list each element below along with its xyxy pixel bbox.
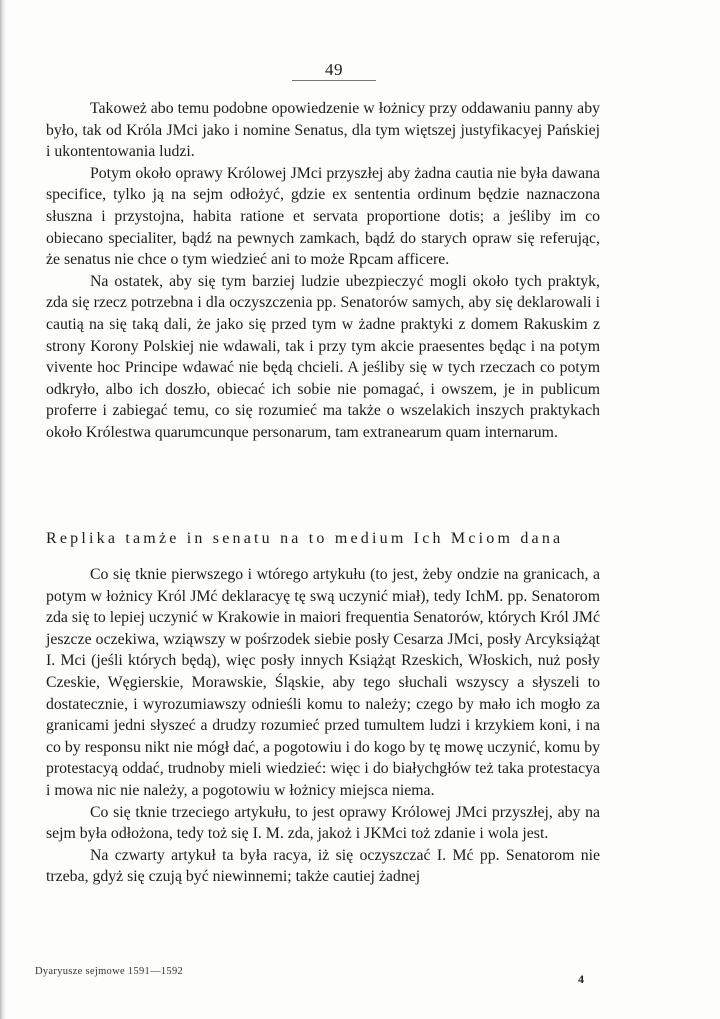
page-number-rule bbox=[292, 80, 376, 81]
footer-signature-mark: 4 bbox=[578, 972, 584, 986]
body-text-block-2 bbox=[46, 564, 600, 888]
section-heading: Replika tamże in senatu na to medium Ich Mciom dana bbox=[46, 530, 564, 547]
paragraph: Na ostatek, aby się tym barziej ludzie ubezpieczyć mogli około tych praktyk, zda się rzecz potrzebna i dla oczyszczenia pp. Senatorów samych, aby się deklarowali i cautią na się taką dali, że jako się przed tym w żadne praktyki z domem Rakuskim z strony Korony Polskiej nie wdawali, tak i przy tym akcie praesentes będąc i na potym vivente hoc Principe wdawać nie będą chcieli. A jeśliby się w tych rzeczach co potym odkryło, albo ich doszło, obiecać ich sobie nie pomagać, i owszem, je in publicum proferre i zabiegać temu, co się rozumieć ma także o wszelakich inszych praktykach około Królestwa quarumcunque personarum, tam extranearum quam internarum. bbox=[46, 272, 600, 441]
scan-edge-shadow bbox=[0, 0, 6, 1019]
paragraph: Co się tknie pierwszego i wtórego artykułu (to jest, żeby ondzie na granicach, a potym w łożnicy Król JMć deklaracyę tę swą uczynić miał), tedy IchM. pp. Senatorom zda się to lepiej uczynić w Krakowie in maiori frequentia Senatorów, których Król JMć jeszcze oczekiwa, wziąwszy w pośrzodek siebie posły Cesarza JMci, posły Arcyksiążąt I. Mci (jeśli których będą), więc posły innych Książąt Rzeskich, Włoskich, nuż posły Czeskie, Węgierskie, Morawskie, Śląskie, aby tego słuchali wszyscy a słyszeli to dostatecznie, i wyrozumiawszy odnieśli komu to należy; czego by mało ich mogło za granicami jedni słyszeć a drudzy rozumieć przed tumultem ludzi i krzykiem koni, i na co by responsu nikt nie mógł dać, a pogotowiu i do kogo by tę mowę uczynić, komu by protestacyą oddać, trudnoby mieli wiedzieć: więc i do białychgłów też taka protestacya i mowa nic nie należy, a pogotowiu w łożnicy miejsca niema. bbox=[46, 566, 600, 799]
page-number: 49 bbox=[325, 60, 343, 79]
paragraph: Co się tknie trzeciego artykułu, to jest oprawy Królowej JMci przyszłej, aby na sejm była odłożona, tedy toż się I. M. zda, jakoż i JKMci toż zdanie i wola jest. bbox=[46, 803, 600, 843]
footer-signature: Dyaryusze sejmowe 1591—1592 bbox=[35, 966, 184, 977]
paragraph: Takoweż abo temu podobne opowiedzenie w łożnicy przy oddawaniu panny aby było, tak od Króla JMci jako i nomine Senatus, dla tym więtszej justyfikacyej Pańskiej i ukontentowania ludzi. bbox=[46, 100, 600, 161]
paragraph: Potym około oprawy Królowej JMci przyszłej aby żadna cautia nie była dawana specifice, tylko ją na sejm odłożyć, gdzie ex sententia ordinum będzie naznaczona słuszna i przystojna, habita ratione et servata proportione dotis; a jeśliby im co obiecano specialiter, bądź na pewnych zamkach, bądź do starych opraw się referując, że senatus nie chce o tym wiedzieć ani to może Rpcam afficere. bbox=[46, 164, 600, 269]
paragraph: Na czwarty artykuł ta była racya, iż się oczyszczać I. Mć pp. Senatorom nie trzeba, gdyż się czują być niewinnemi; także cautiej żadnej bbox=[46, 846, 600, 886]
body-text-block-1 bbox=[46, 98, 600, 444]
